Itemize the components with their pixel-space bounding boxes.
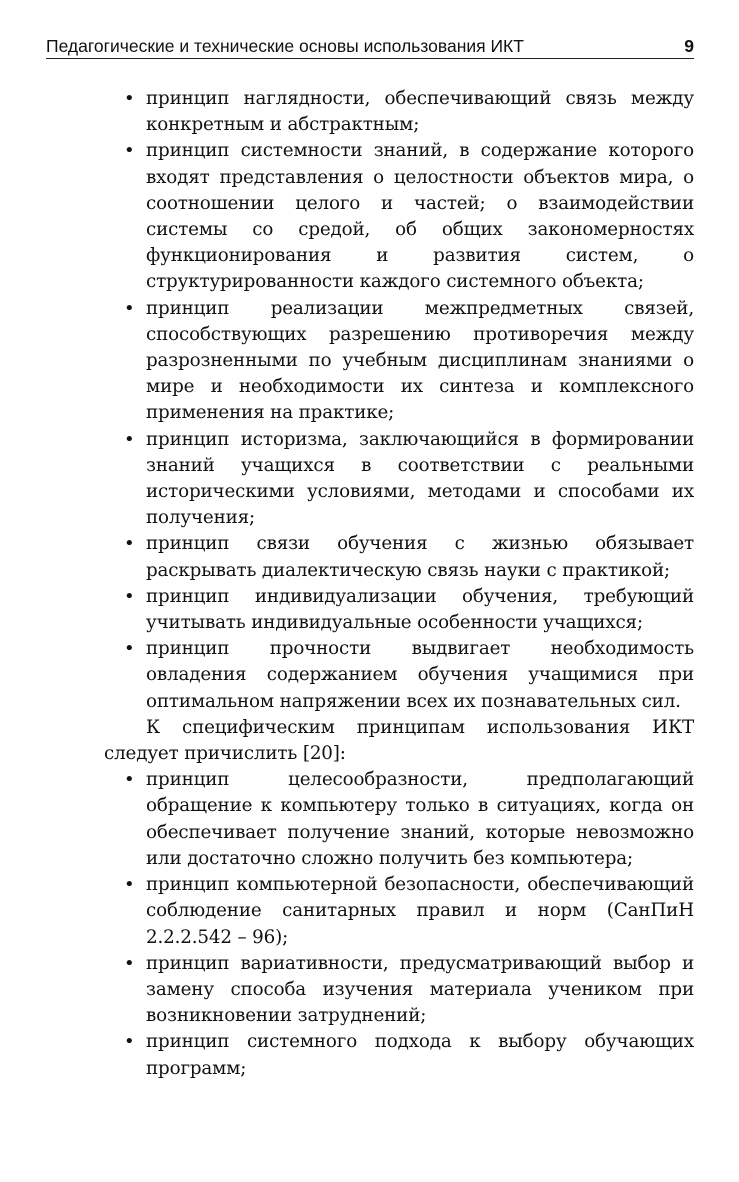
- list-item: • принцип связи обучения с жизнью обязывает раскрывать диалектическую связь науки с практикой;: [124, 533, 694, 581]
- list-item: • принцип системности знаний, в содержание которого входят представления о целостности объектов мира, о соотношении целого и частей; о взаимодействии системы со средой, об общих закономерностях функционирования и развития систем, о структурированности каждого системного объекта;: [124, 140, 694, 293]
- ict-principles-list: [104, 767, 694, 1081]
- list-item: • принцип наглядности, обеспечивающий связь между конкретным и абстрактным;: [124, 88, 694, 136]
- header-title: Педагогические и технические основы использования ИКТ: [46, 36, 524, 56]
- list-item: • принцип прочности выдвигает необходимость овладения содержанием обучения учащимися при оптимальном напряжении всех их познавательных сил.: [124, 638, 694, 712]
- bullet-icon: •: [124, 428, 135, 450]
- bullet-icon: •: [124, 585, 135, 607]
- list-item: • принцип вариативности, предусматривающий выбор и замену способа изучения материала учеником при возникновении затруднений;: [124, 952, 694, 1027]
- general-principles-list: [104, 86, 694, 715]
- list-item: • принцип реализации межпредметных связей, способствующих разрешению противоречия между разрозненными по учебным дисциплинам знаниями о мире и необходимости их синтеза и комплексного применения на практике;: [124, 297, 694, 424]
- list-item: • принцип целесообразности, предполагающий обращение к компьютеру только в ситуациях, когда он обеспечивает получение знаний, которые невозможно или достаточно сложно получить без компьютера;: [124, 769, 694, 869]
- bullet-icon: •: [124, 1031, 135, 1053]
- bullet-icon: •: [124, 638, 135, 660]
- bullet-icon: •: [124, 952, 135, 974]
- list-item: • принцип историзма, заключающийся в формировании знаний учащихся в соответствии с реальными историческими условиями, методами и способами их получения;: [124, 428, 694, 529]
- bullet-icon: •: [124, 533, 135, 555]
- running-header: [46, 36, 694, 59]
- body-text: [104, 86, 694, 1082]
- bullet-icon: •: [124, 874, 135, 896]
- list-item: • принцип компьютерной безопасности, обеспечивающий соблюдение санитарных правил и норм (СанПиН 2.2.2.542 – 96);: [124, 874, 694, 948]
- bullet-icon: •: [124, 140, 135, 162]
- bullet-icon: •: [124, 88, 135, 109]
- page-number: 9: [684, 36, 694, 56]
- bullet-icon: •: [124, 769, 135, 791]
- list-item: • принцип системного подхода к выбору обучающих программ;: [124, 1031, 694, 1079]
- intro-paragraph: К специфическим принципам использования ИКТ следует причислить [20]:: [104, 716, 694, 765]
- list-item: • принцип индивидуализации обучения, требующий учитывать индивидуальные особенности учащихся;: [124, 585, 694, 634]
- bullet-icon: •: [124, 297, 135, 319]
